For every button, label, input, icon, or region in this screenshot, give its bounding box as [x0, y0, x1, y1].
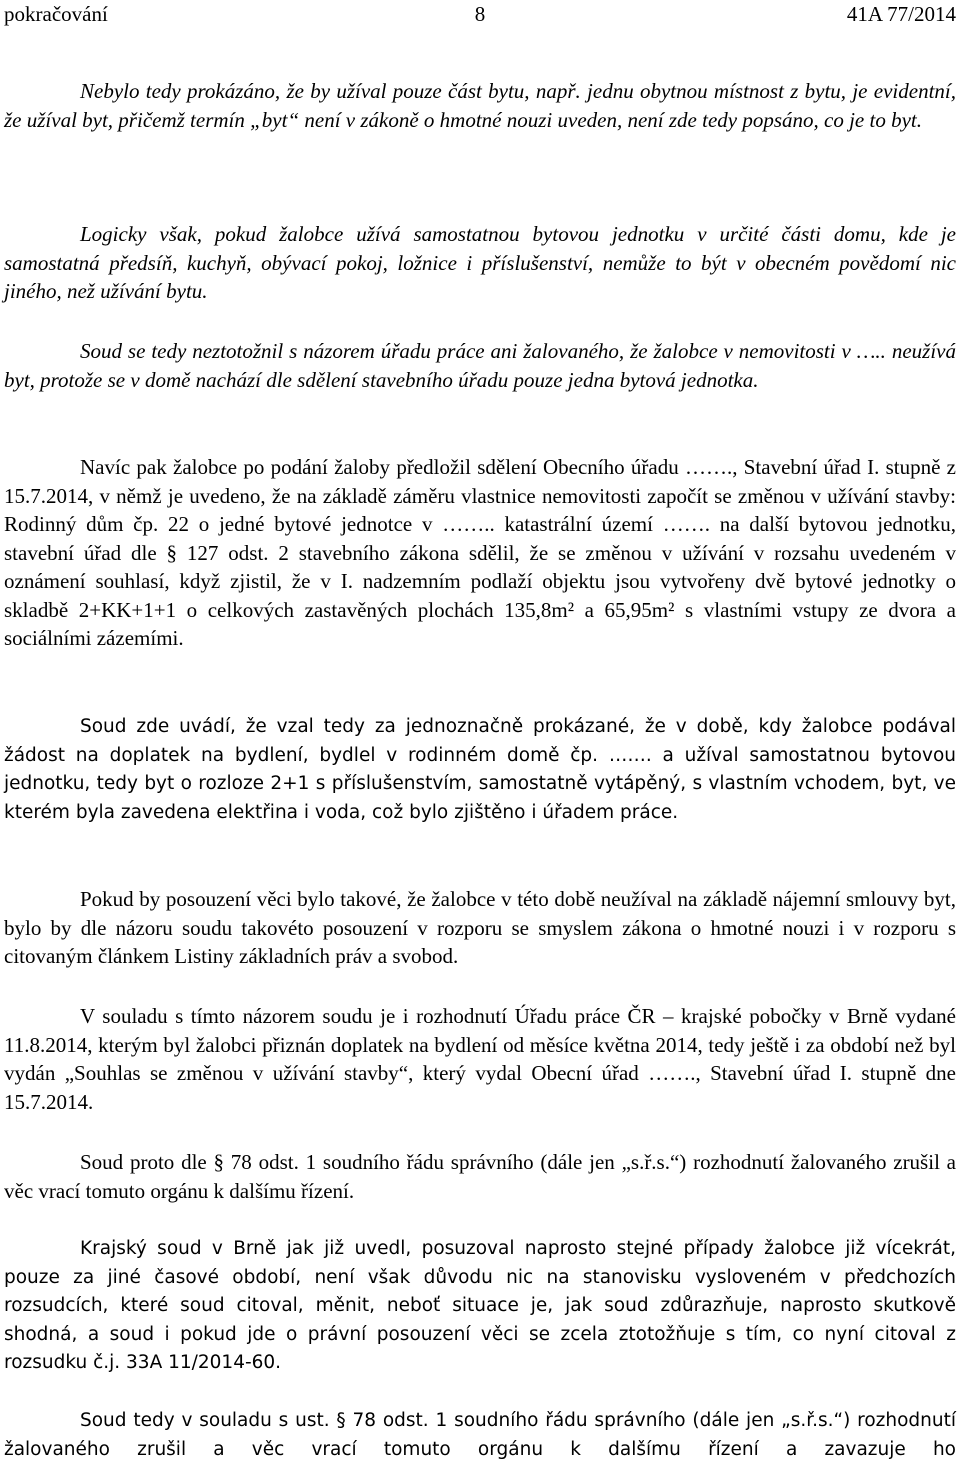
paragraph-3: Soud se tedy neztotožnil s názorem úřadu práce ani žalovaného, že žalobce v nemovitosti v ….. neužívá byt, protože se v domě nachází dle sdělení stavebního úřadu pouze jedna bytová jednotka.: [4, 339, 956, 392]
paragraph-7: V souladu s tímto názorem soudu je i rozhodnutí Úřadu práce ČR – krajské pobočky v Brně vydané 11.8.2014, kterým byl žalobci přiznán doplatek na bydlení od měsíce května 2014, tedy ještě i za období než byl vydán „Souhlas se změnou v užívání stavby“, který vydal Obecní úřad ……., Stavební úřad I. stupně dne 15.7.2014.: [4, 1004, 956, 1114]
continuation-label: pokračování: [4, 2, 108, 26]
page-number: 8: [474, 2, 486, 26]
page-header: [4, 2, 956, 30]
paragraph-9: Krajský soud v Brně jak již uvedl, posuzoval naprosto stejné případy žalobce již vícekrát, pouze za jiné časové období, není však důvodu nic na stanovisku vysloveném v předchozích rozsudcích, které soud citoval, měnit, neboť situace je, jak soud zdůrazňuje, naprosto skutkově shodná, a soud i pokud jde o právní posouzení věci se zcela ztotožňuje s tím, co nyní citoval z rozsudku č.j. 33A 11/2014-60.: [4, 1238, 956, 1373]
paragraph-6: Pokud by posouzení věci bylo takové, že žalobce v této době neužíval na základě nájemní smlouvy byt, bylo by dle názoru soudu takovéto posouzení v rozporu se smyslem zákona o hmotné nouzi i v rozporu s citovaným článkem Listiny základních práv a svobod.: [4, 887, 956, 968]
paragraph-2: Logicky však, pokud žalobce užívá samostatnou bytovou jednotku v určité části domu, kde je samostatná předsíň, kuchyň, obývací pokoj, ložnice i příslušenství, nemůže to být v obecném povědomí nic jiného, než užívání bytu.: [4, 222, 956, 303]
paragraph-4: Navíc pak žalobce po podání žaloby předložil sdělení Obecního úřadu ……., Stavební úřad I. stupně z 15.7.2014, v němž je uvedeno, že na základě záměru vlastnice nemovitosti započít se změnou v užívání stavby: Rodinný dům čp. 22 o jedné bytové jednotce v …….. katastrální území ……. na další bytovou jednotku, stavební úřad dle § 127 odst. 2 stavebního zákona sdělil, že se změnou v užívání v rozsahu uvedeném v oznámení souhlasí, když zjistil, že v I. nadzemním podlaží objektu jsou vytvořeny dvě bytové jednotky o skladbě 2+KK+1+1 o celkových zastavěných plochách 135,8m² a 65,95m² s vlastními vstupy ze dvora a sociálními zázemími.: [4, 455, 956, 650]
paragraph-8: Soud proto dle § 78 odst. 1 soudního řádu správního (dále jen „s.ř.s.“) rozhodnutí žalovaného zrušil a věc vrací tomuto orgánu k dalšímu řízení.: [4, 1150, 956, 1203]
case-number: 41A 77/2014: [846, 2, 956, 26]
paragraph-5: Soud zde uvádí, že vzal tedy za jednoznačně prokázané, že v době, kdy žalobce podával žádost na doplatek na bydlení, bydlel v rodinném domě čp. ……. a užíval samostatnou bytovou jednotku, tedy byt o rozloze 2+1 s příslušenstvím, samostatně vytápěný, s vlastním vchodem, byt, ve kterém byla zavedena elektřina i voda, což bylo zjištěno i úřadem práce.: [4, 716, 956, 823]
paragraph-10: Soud tedy v souladu s ust. § 78 odst. 1 soudního řádu správního (dále jen „s.ř.s.“) rozhodnutí žalovaného zrušil a věc vrací tomuto orgánu k dalšímu řízení a zavazuje ho: [4, 1410, 956, 1460]
paragraph-1: Nebylo tedy prokázáno, že by užíval pouze část bytu, např. jednu obytnou místnost z bytu, je evidentní, že užíval byt, přičemž termín „byt“ není v zákoně o hmotné nouzi uveden, není zde tedy popsáno, co je to byt.: [4, 79, 956, 132]
